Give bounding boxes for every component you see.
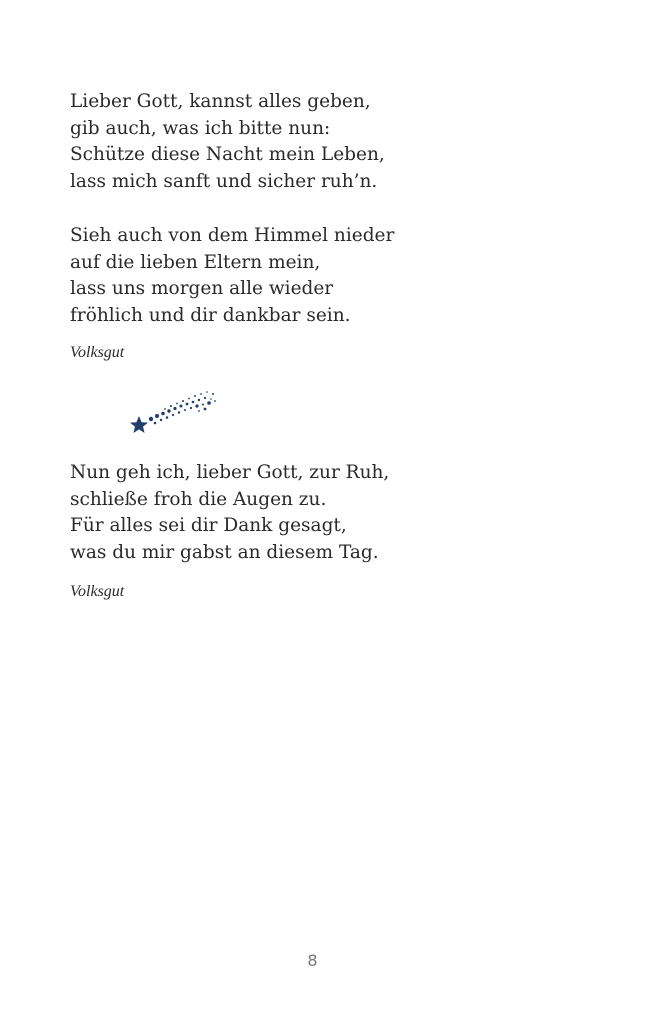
poem-stanza-1 <box>70 89 385 195</box>
poem-line: gib auch, was ich bitte nun: <box>70 117 331 139</box>
poem-line: Schütze diese Nacht mein Leben, <box>70 144 385 165</box>
poem-line: auf die lieben Eltern mein, <box>70 251 321 273</box>
poem-line: lass uns morgen alle wieder <box>70 278 334 299</box>
poem-line: Für alles sei dir Dank gesagt, <box>70 515 347 536</box>
poem-line: was du mir gabst an diesem Tag. <box>70 541 379 563</box>
poem-stanza-3 <box>70 460 389 566</box>
poem-stanza-2 <box>70 223 394 329</box>
poem-attribution: Volksgut <box>70 583 125 600</box>
poem-line: fröhlich und dir dankbar sein. <box>70 304 351 326</box>
poem-line: schließe froh die Augen zu. <box>70 488 327 510</box>
page-number: 8 <box>307 951 318 970</box>
poem-attribution: Volksgut <box>70 344 125 361</box>
shooting-star-icon <box>125 385 220 440</box>
poem-line: lass mich sanft und sicher ruh’n. <box>70 170 378 192</box>
poem-line: Sieh auch von dem Himmel nieder <box>70 225 395 246</box>
poem-line: Lieber Gott, kannst alles geben, <box>70 91 371 112</box>
poem-line: Nun geh ich, lieber Gott, zur Ruh, <box>70 462 390 483</box>
